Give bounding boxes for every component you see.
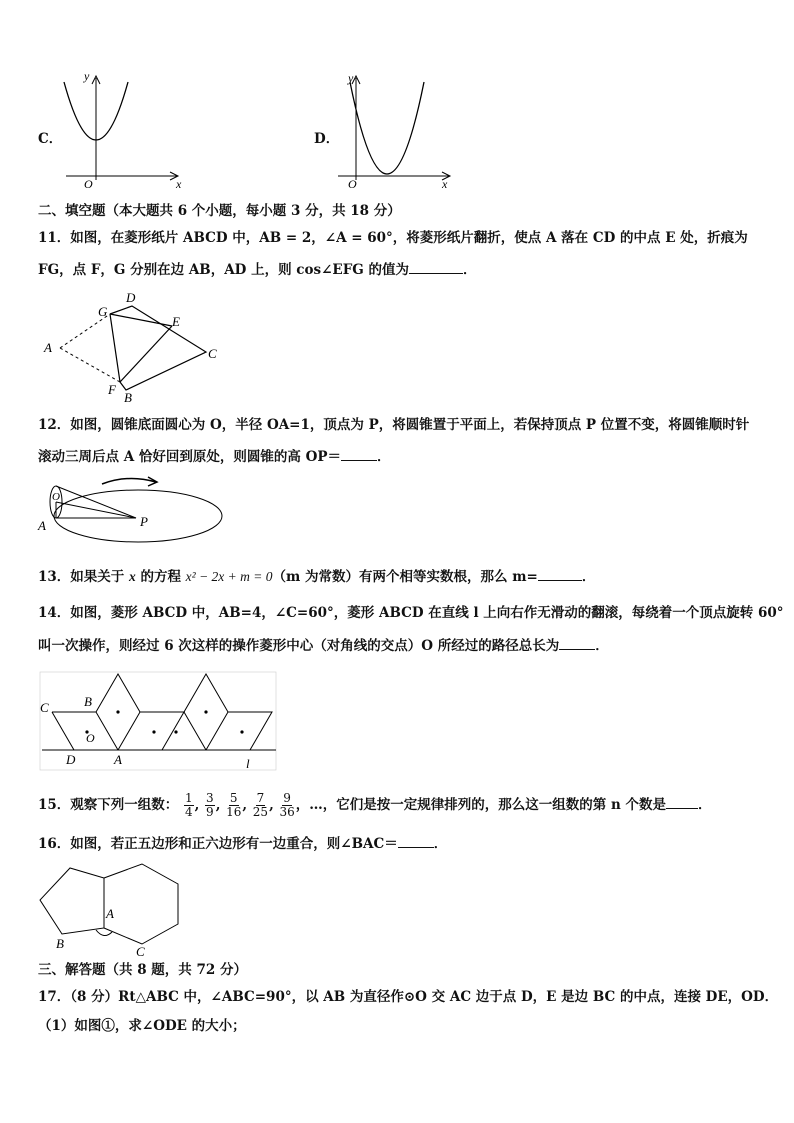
svg-text:B: B — [124, 390, 132, 405]
svg-text:P: P — [140, 514, 148, 529]
svg-text:A: A — [38, 518, 46, 533]
svg-text:l: l — [246, 756, 250, 771]
svg-text:G: G — [98, 304, 108, 319]
svg-text:y: y — [84, 70, 90, 83]
svg-text:C: C — [208, 346, 217, 361]
answer-blank — [666, 794, 698, 809]
q14-rolling-rhombus-figure — [36, 668, 281, 774]
svg-text:O: O — [52, 491, 60, 503]
svg-text:x: x — [442, 177, 448, 191]
svg-text:B: B — [84, 694, 92, 709]
q14-line2: 叫一次操作，则经过 6 次这样的操作菱形中心（对角线的交点）O 所经过的路径总长为 ． — [38, 635, 609, 655]
svg-text:A: A — [106, 906, 114, 921]
q16-pentagon-hexagon-figure — [36, 858, 186, 958]
q14-line1: 14．如图，菱形 ABCD 中，AB=4，∠C=60°，菱形 ABCD 在直线 l 上向右作无滑动的翻滚，每绕着一个顶点旋转 60° — [38, 605, 784, 621]
answer-blank — [398, 833, 434, 848]
svg-text:O: O — [84, 177, 93, 191]
svg-text:O: O — [348, 177, 357, 191]
q17-sub1: （1）如图①，求∠ODE 的大小； — [38, 1018, 246, 1034]
svg-text:C: C — [40, 700, 49, 715]
svg-text:D: D — [126, 290, 136, 305]
answer-blank — [409, 259, 463, 274]
q17-line1: 17．（8 分）Rt△ABC 中，∠ABC=90°，以 AB 为直径作⊙O 交 AC 边于点 D，E 是边 BC 的中点，连接 DE，OD． — [38, 989, 779, 1005]
q12-line2: 滚动三周后点 A 恰好回到原处，则圆锥的高 OP＝ ． — [38, 446, 391, 466]
svg-text:B: B — [56, 936, 64, 951]
q11-rhombus-figure — [40, 286, 230, 406]
svg-text:E: E — [172, 314, 180, 329]
svg-text:D: D — [66, 752, 76, 767]
parabola-d — [350, 82, 424, 174]
q15-line: 15．观察下列一组数： $\frac{1}{4}$ , $\frac{3}{9}$ , $\frac{5}{16}$ , $\frac{7}{25}$ , $\frac{9}{36}$ ，…，它们是按一定规律排列的，那么这一组数的第 n 个数是 ． — [38, 791, 712, 819]
svg-text:y: y — [348, 71, 354, 85]
graph-c — [56, 70, 196, 195]
svg-text:A: A — [114, 752, 122, 767]
graph-d — [330, 70, 470, 195]
option-d-label: D． — [314, 131, 340, 147]
q12-cone-figure — [36, 472, 226, 544]
q11-line1: 11．如图，在菱形纸片 ABCD 中，AB = 2，∠A = 60°，将菱形纸片翻折，使点 A 落在 CD 的中点 E 处，折痕为 — [38, 230, 748, 246]
q16-line: 16．如图，若正五边形和正六边形有一边重合，则∠BAC＝ ． — [38, 833, 447, 853]
q11-line2: FG，点 F，G 分别在边 AB，AD 上，则 cos∠EFG 的值为 ． — [38, 259, 477, 279]
option-c-label: C． — [38, 131, 63, 147]
section-2-heading: 二、填空题（本大题共 6 个小题，每小题 3 分，共 18 分） — [38, 203, 401, 219]
q12-line1: 12．如图，圆锥底面圆心为 O，半径 OA=1，顶点为 P，将圆锥置于平面上，若保持顶点 P 位置不变，将圆锥顺时针 — [38, 417, 750, 433]
answer-blank — [559, 635, 595, 650]
q13-equation: x² − 2x + m = 0 — [185, 569, 273, 584]
answer-blank — [341, 446, 377, 461]
svg-text:C: C — [136, 944, 145, 958]
section-3-heading: 三、解答题（共 8 题，共 72 分） — [38, 962, 247, 978]
svg-text:A: A — [44, 340, 52, 355]
svg-text:F: F — [108, 382, 116, 397]
svg-text:O: O — [86, 731, 95, 745]
svg-text:x: x — [176, 177, 182, 191]
q13-line: 13．如果关于 x 的方程 x² − 2x + m = 0（m 为常数）有两个相等实数根，那么 m= ． — [38, 566, 595, 586]
answer-blank — [538, 566, 582, 581]
